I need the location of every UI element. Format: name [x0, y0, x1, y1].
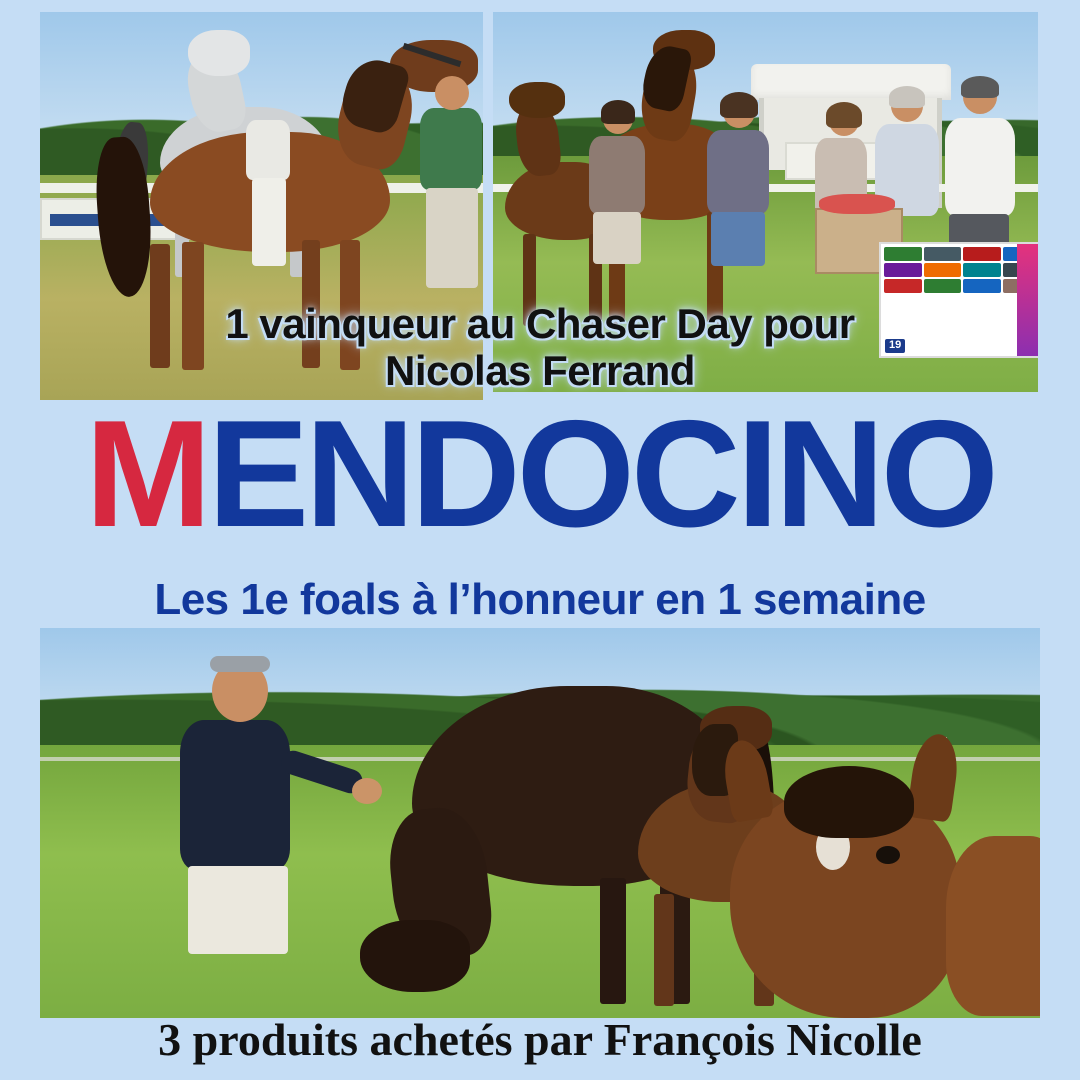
headline-text: [0, 300, 1080, 394]
handler-legs: [426, 188, 478, 288]
sponsor-logo: [884, 263, 922, 277]
sponsor-logo: [963, 263, 1001, 277]
handler-torso: [420, 108, 482, 190]
headline-line-1: 1 vainqueur au Chaser Day pour: [225, 300, 855, 347]
sponsor-logo: [924, 279, 962, 293]
right-foal-body: [946, 836, 1040, 1016]
title-accent-letter: M: [85, 389, 208, 559]
person-hair: [889, 86, 925, 108]
foal-head: [509, 82, 565, 118]
photo-bottom: [40, 628, 1040, 1018]
page-title: [0, 389, 1080, 559]
subtitle-text: Les 1e foals à l’honneur en 1 semaine: [154, 575, 926, 624]
person-hair: [826, 102, 862, 128]
handler-head: [435, 76, 469, 110]
sponsor-logo: [963, 279, 1001, 293]
sponsor-logo: [884, 247, 922, 261]
mare-head-grazing: [360, 920, 470, 992]
breeder-torso: [180, 720, 290, 870]
title-rest: ENDOCINO: [207, 389, 995, 559]
sponsor-logo-grid: [881, 244, 1038, 296]
sponsor-logo: [924, 263, 962, 277]
foal-leg: [654, 894, 674, 1006]
foreground-foal-eye: [876, 846, 900, 864]
headline-line-2: Nicolas Ferrand: [385, 347, 695, 395]
person-hair: [961, 76, 999, 98]
hamper-flowers: [819, 194, 895, 214]
breeder-shorts: [188, 866, 288, 954]
person-torso: [589, 136, 645, 214]
second-handler-legs: [252, 178, 286, 266]
person-shorts: [711, 212, 765, 266]
breeder-hand: [352, 778, 382, 804]
badge-number: 19: [889, 339, 902, 352]
person-hair: [720, 92, 758, 118]
second-handler-torso: [246, 120, 290, 180]
person-torso: [945, 118, 1015, 216]
sponsor-logo: [884, 279, 922, 293]
person-torso: [707, 130, 769, 214]
mare-hindleg: [600, 878, 626, 1004]
sponsor-logo: [924, 247, 962, 261]
breeder-glasses: [210, 656, 270, 672]
sponsor-logo: [963, 247, 1001, 261]
person-shorts: [593, 212, 641, 264]
person-hair: [601, 100, 635, 124]
footer-text: 3 produits achetés par François Nicolle: [158, 1014, 922, 1065]
foreground-foal-forelock: [784, 766, 914, 838]
grey-horse-head: [188, 30, 250, 76]
